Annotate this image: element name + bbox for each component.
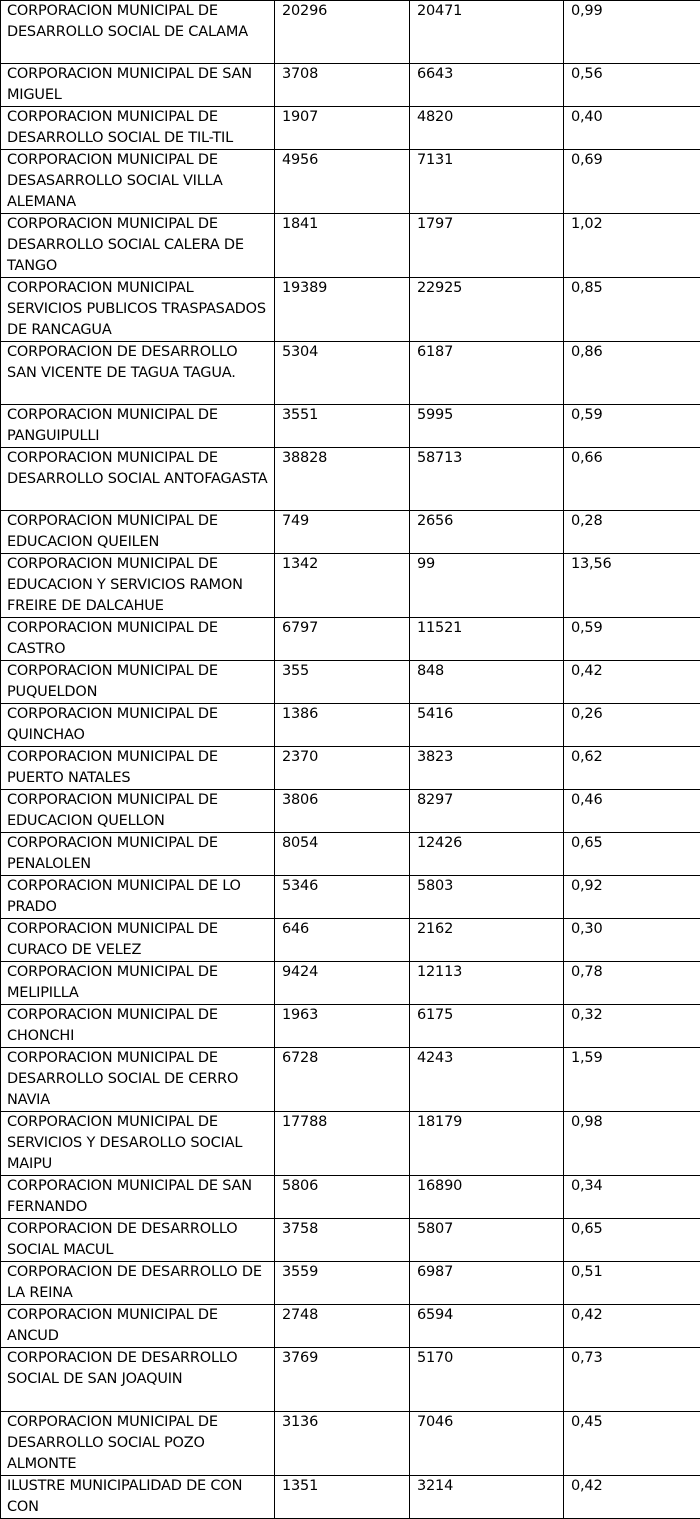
corporation-name-cell: CORPORACION DE DESARROLLO SOCIAL MACUL [1,1219,275,1262]
ratio-cell: 0,46 [564,790,700,833]
table-row [1,150,700,214]
table-row [1,661,700,704]
corporation-name-cell: CORPORACION MUNICIPAL DE CURACO DE VELEZ [1,919,275,962]
table-row [1,833,700,876]
value-1-cell: 20296 [275,1,410,64]
ratio-cell: 0,78 [564,962,700,1005]
table-row [1,1305,700,1348]
corporation-name-cell: CORPORACION MUNICIPAL DE CHONCHI [1,1005,275,1048]
ratio-cell: 0,42 [564,1476,700,1519]
value-1-cell: 3806 [275,790,410,833]
table-row [1,962,700,1005]
corporation-name-cell: CORPORACION MUNICIPAL DE DESARROLLO SOCIAL POZO ALMONTE [1,1412,275,1476]
ratio-cell: 0,28 [564,511,700,554]
value-1-cell: 8054 [275,833,410,876]
value-2-cell: 11521 [410,618,564,661]
corporation-name-cell: CORPORACION MUNICIPAL DE CASTRO [1,618,275,661]
value-1-cell: 4956 [275,150,410,214]
value-2-cell: 6987 [410,1262,564,1305]
ratio-cell: 0,40 [564,107,700,150]
ratio-cell: 0,42 [564,1305,700,1348]
value-2-cell: 2656 [410,511,564,554]
ratio-cell: 0,26 [564,704,700,747]
table-row [1,554,700,618]
table-row [1,1048,700,1112]
table-row [1,1112,700,1176]
table-row [1,405,700,448]
table-row [1,704,700,747]
value-1-cell: 1351 [275,1476,410,1519]
table-row [1,1,700,64]
ratio-cell: 0,86 [564,342,700,405]
corporation-name-cell: CORPORACION MUNICIPAL DE DESARROLLO SOCIAL DE CERRO NAVIA [1,1048,275,1112]
table-row [1,278,700,342]
corporation-name-cell: CORPORACION MUNICIPAL DE EDUCACION QUEILEN [1,511,275,554]
corporation-name-cell: CORPORACION MUNICIPAL DE DESASARROLLO SOCIAL VILLA ALEMANA [1,150,275,214]
ratio-cell: 0,51 [564,1262,700,1305]
ratio-cell: 0,32 [564,1005,700,1048]
value-2-cell: 20471 [410,1,564,64]
ratio-cell: 0,34 [564,1176,700,1219]
corporation-name-cell: ILUSTRE MUNICIPALIDAD DE CON CON [1,1476,275,1519]
table-row [1,448,700,511]
value-1-cell: 2748 [275,1305,410,1348]
value-2-cell: 1797 [410,214,564,278]
ratio-cell: 0,45 [564,1412,700,1476]
value-1-cell: 1907 [275,107,410,150]
corporation-name-cell: CORPORACION MUNICIPAL DE PUERTO NATALES [1,747,275,790]
table-row [1,1005,700,1048]
value-1-cell: 1841 [275,214,410,278]
value-1-cell: 6728 [275,1048,410,1112]
value-1-cell: 9424 [275,962,410,1005]
value-1-cell: 5346 [275,876,410,919]
value-2-cell: 3823 [410,747,564,790]
table-row [1,919,700,962]
value-1-cell: 1963 [275,1005,410,1048]
value-1-cell: 3559 [275,1262,410,1305]
value-2-cell: 7131 [410,150,564,214]
value-2-cell: 12113 [410,962,564,1005]
value-2-cell: 22925 [410,278,564,342]
value-2-cell: 58713 [410,448,564,511]
ratio-cell: 0,42 [564,661,700,704]
table-row [1,342,700,405]
value-2-cell: 6175 [410,1005,564,1048]
ratio-cell: 0,62 [564,747,700,790]
value-2-cell: 8297 [410,790,564,833]
ratio-cell: 0,65 [564,833,700,876]
corporation-name-cell: CORPORACION MUNICIPAL DE SERVICIOS Y DESAROLLO SOCIAL MAIPU [1,1112,275,1176]
corporation-name-cell: CORPORACION MUNICIPAL DE EDUCACION Y SERVICIOS RAMON FREIRE DE DALCAHUE [1,554,275,618]
ratio-cell: 1,02 [564,214,700,278]
value-2-cell: 4243 [410,1048,564,1112]
corporation-name-cell: CORPORACION DE DESARROLLO SOCIAL DE SAN JOAQUIN [1,1348,275,1412]
value-1-cell: 3136 [275,1412,410,1476]
corporation-name-cell: CORPORACION MUNICIPAL DE PENALOLEN [1,833,275,876]
value-2-cell: 6594 [410,1305,564,1348]
value-1-cell: 19389 [275,278,410,342]
table-row [1,1476,700,1519]
value-2-cell: 2162 [410,919,564,962]
table-row [1,1262,700,1305]
corporation-name-cell: CORPORACION MUNICIPAL DE QUINCHAO [1,704,275,747]
table-row [1,64,700,107]
value-2-cell: 6643 [410,64,564,107]
corporation-name-cell: CORPORACION MUNICIPAL DE PANGUIPULLI [1,405,275,448]
value-1-cell: 2370 [275,747,410,790]
corporation-name-cell: CORPORACION MUNICIPAL DE ANCUD [1,1305,275,1348]
corporation-name-cell: CORPORACION MUNICIPAL DE LO PRADO [1,876,275,919]
table-row [1,107,700,150]
ratio-cell: 0,69 [564,150,700,214]
table-row [1,790,700,833]
value-2-cell: 18179 [410,1112,564,1176]
table-row [1,1176,700,1219]
value-2-cell: 16890 [410,1176,564,1219]
value-2-cell: 848 [410,661,564,704]
table-row [1,1348,700,1412]
ratio-cell: 0,92 [564,876,700,919]
value-2-cell: 5170 [410,1348,564,1412]
value-2-cell: 3214 [410,1476,564,1519]
value-2-cell: 5803 [410,876,564,919]
value-1-cell: 5806 [275,1176,410,1219]
value-1-cell: 6797 [275,618,410,661]
value-1-cell: 3551 [275,405,410,448]
value-1-cell: 1386 [275,704,410,747]
value-2-cell: 6187 [410,342,564,405]
table-row [1,1219,700,1262]
table-row [1,1412,700,1476]
value-1-cell: 3769 [275,1348,410,1412]
ratio-cell: 0,73 [564,1348,700,1412]
value-2-cell: 7046 [410,1412,564,1476]
ratio-cell: 0,59 [564,618,700,661]
corporation-name-cell: CORPORACION MUNICIPAL DE DESARROLLO SOCIAL DE TIL-TIL [1,107,275,150]
value-1-cell: 5304 [275,342,410,405]
ratio-cell: 0,85 [564,278,700,342]
corporation-name-cell: CORPORACION MUNICIPAL DE EDUCACION QUELLON [1,790,275,833]
corporation-name-cell: CORPORACION MUNICIPAL DE SAN FERNANDO [1,1176,275,1219]
ratio-cell: 0,56 [564,64,700,107]
value-1-cell: 1342 [275,554,410,618]
value-2-cell: 5995 [410,405,564,448]
ratio-cell: 0,65 [564,1219,700,1262]
value-2-cell: 5416 [410,704,564,747]
value-1-cell: 749 [275,511,410,554]
ratio-cell: 0,30 [564,919,700,962]
value-1-cell: 38828 [275,448,410,511]
ratio-cell: 0,99 [564,1,700,64]
ratio-cell: 0,59 [564,405,700,448]
ratio-cell: 1,59 [564,1048,700,1112]
corporation-name-cell: CORPORACION DE DESARROLLO SAN VICENTE DE TAGUA TAGUA. [1,342,275,405]
corporation-name-cell: CORPORACION DE DESARROLLO DE LA REINA [1,1262,275,1305]
table-body [1,1,700,1519]
corporation-name-cell: CORPORACION MUNICIPAL DE DESARROLLO SOCIAL ANTOFAGASTA [1,448,275,511]
table-row [1,511,700,554]
value-1-cell: 17788 [275,1112,410,1176]
value-2-cell: 5807 [410,1219,564,1262]
value-2-cell: 4820 [410,107,564,150]
table-row [1,876,700,919]
corporation-name-cell: CORPORACION MUNICIPAL DE MELIPILLA [1,962,275,1005]
corporation-name-cell: CORPORACION MUNICIPAL SERVICIOS PUBLICOS TRASPASADOS DE RANCAGUA [1,278,275,342]
table-row [1,214,700,278]
value-1-cell: 3758 [275,1219,410,1262]
value-2-cell: 12426 [410,833,564,876]
corporation-name-cell: CORPORACION MUNICIPAL DE DESARROLLO SOCIAL CALERA DE TANGO [1,214,275,278]
ratio-cell: 13,56 [564,554,700,618]
table-row [1,618,700,661]
ratio-cell: 0,66 [564,448,700,511]
ratio-cell: 0,98 [564,1112,700,1176]
corporation-name-cell: CORPORACION MUNICIPAL DE DESARROLLO SOCIAL DE CALAMA [1,1,275,64]
corporation-name-cell: CORPORACION MUNICIPAL DE SAN MIGUEL [1,64,275,107]
corporation-name-cell: CORPORACION MUNICIPAL DE PUQUELDON [1,661,275,704]
value-1-cell: 646 [275,919,410,962]
value-2-cell: 99 [410,554,564,618]
value-1-cell: 355 [275,661,410,704]
table-row [1,747,700,790]
value-1-cell: 3708 [275,64,410,107]
